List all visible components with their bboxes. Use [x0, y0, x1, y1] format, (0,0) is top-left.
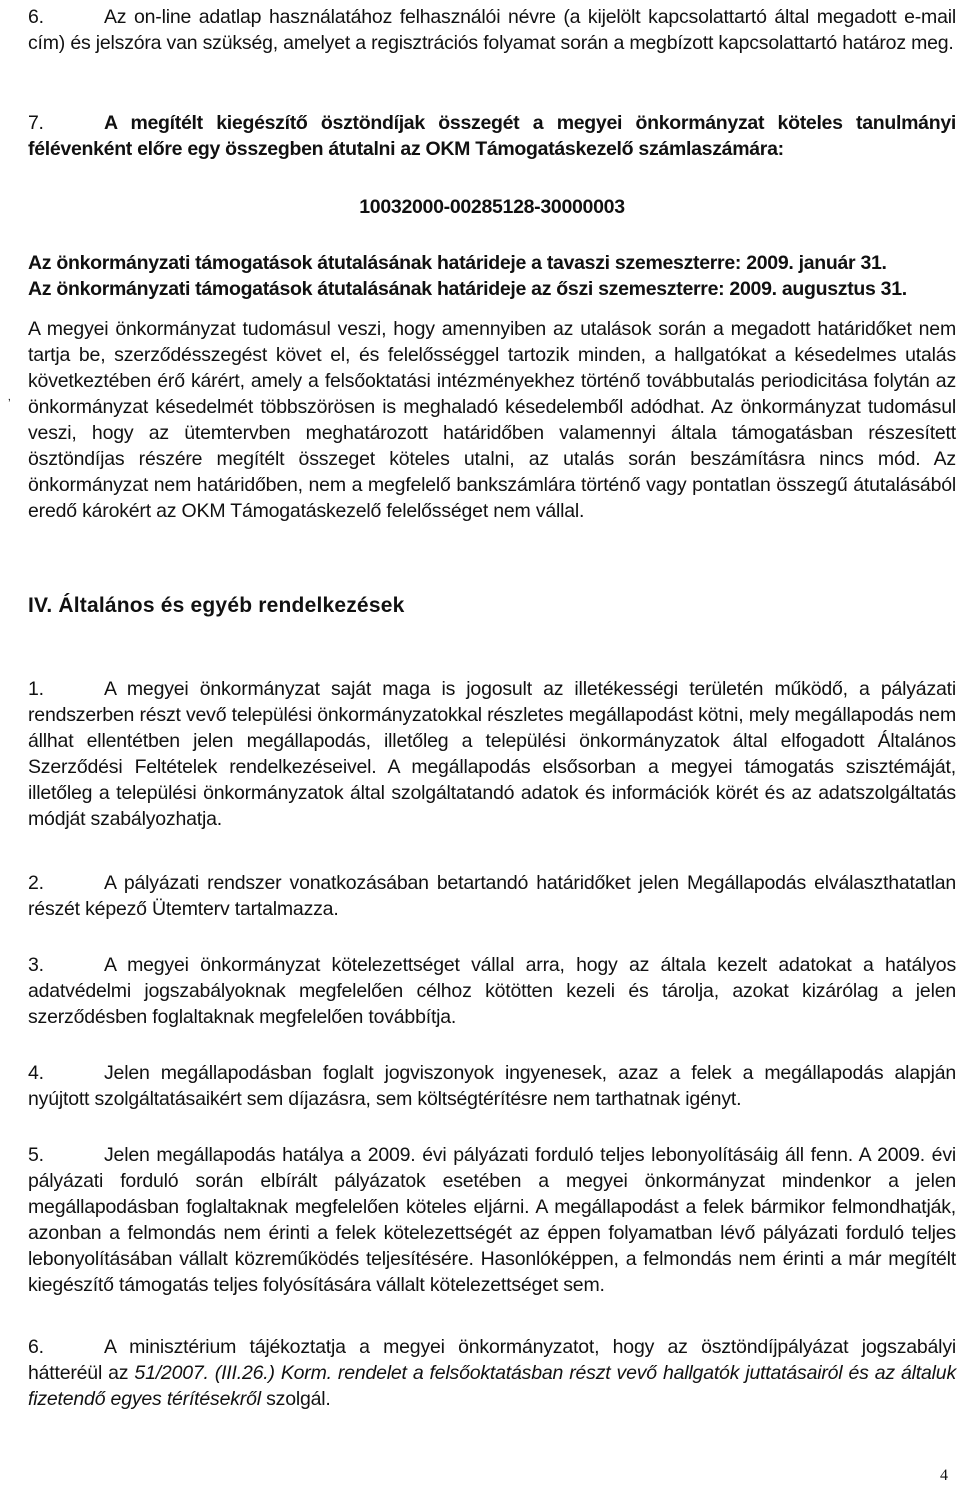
paragraph-text-end: szolgál.: [260, 1388, 331, 1410]
paragraph-number: 1.: [28, 678, 44, 700]
paragraph-number: 5.: [28, 1144, 44, 1166]
paragraph-7-body: A megyei önkormányzat tudomásul veszi, hogy amennyiben az utalások során a megadott határidőket nem tartja be, szerződésszegést követ el, és felelősséggel tartozik minden, a hallgatókat a késedelmes utalás következtében érő kárért, amely a felsőoktatási intézményekhez történő továbbutalás periodicitása folytán az önkormányzat késedelmét többszörösen is meghaladó késedelemből adódhat. Az önkormányzat tudomásul veszi, hogy az ütemtervben meghatározott határidőben valamennyi általa támogatásban részesített ösztöndíjas részére megítélt összeget köteles utalni, az utalás során beszámításra nincs mód. Az önkormányzat nem határidőben, nem a megfelelő bankszámlára történő vagy pontatlan összegű átutalásából eredő károkért az OKM Támogatáskezelő felelősséget nem vállal.: [28, 318, 956, 522]
paragraph-text: A megyei önkormányzat kötelezettséget vállal arra, hogy az általa kezelt adatokat a hatályos adatvédelmi jogszabályoknak megfelelően célhoz kötötten kezeli és tárolja, azokat kizárólag a jelen szerződésben foglaltaknak megfelelően továbbítja.: [28, 954, 956, 1028]
deadline-autumn: Az önkormányzati támogatások átutalásának határideje az őszi szemeszterre: 2009. augusztus 31.: [28, 278, 907, 300]
section-heading: IV. Általános és egyéb rendelkezések: [28, 594, 405, 617]
list-item-3: [28, 952, 956, 1030]
paragraph-number: 7.: [28, 112, 44, 134]
paragraph-text: A minisztérium tájékoztatja a megyei önkormányzatot, hogy az ösztöndíjpályázat jogszabályi hátteréül az: [28, 1336, 956, 1384]
paragraph-text: A pályázati rendszer vonatkozásában betartandó határidőket jelen Megállapodás elválaszthatatlan részét képező Ütemterv tartalmazza.: [28, 872, 956, 920]
list-item-2: [28, 870, 956, 922]
paragraph-text: Jelen megállapodásban foglalt jogviszonyok ingyenesek, azaz a felek a megállapodás alapján nyújtott szolgáltatásaikért sem díjazásra, sem költségtérítésre nem tarthatnak igényt.: [28, 1062, 956, 1110]
paragraph-number: 4.: [28, 1062, 44, 1084]
list-item-1: [28, 676, 956, 832]
paragraph-text: A megyei önkormányzat saját maga is jogosult az illetékességi területén működő, a pályázati rendszerben részt vevő települési önkormányzatokkal részletes megállapodást kötni, mely megállapodás nem állhat ellentétben jelen megállapodás, illetőleg a települési önkormányzatok által elfogadott Általános Szerződési Feltételek rendelkezéseivel. A megállapodás elsősorban a megyei támogatás szisztémáját, illetőleg a települési önkormányzatok által szolgáltatandó adatok és információk körét és az adatszolgáltatás módját szabályozhatja.: [28, 678, 956, 830]
paragraph-text: Jelen megállapodás hatálya a 2009. évi pályázati forduló teljes lebonyolításáig áll fenn. A 2009. évi pályázati forduló során elbírált pályázatok esetében a megyei önkormányzat mindenkor a jelen megállapodásban foglaltaknak megfelelően köteles eljárni. A megállapodást a felek bármikor felmondhatják, azonban a felmondás nem érinti a felek kötelezettségét az éppen folyamatban lévő pályázati forduló teljes lebonyolításában vállalt közreműködés teljesítésére. Hasonlóképpen, a felmondás nem érinti a már megítélt kiegészítő támogatás teljes folyósítására vállalt kötelezettséget sem.: [28, 1144, 956, 1296]
paragraph-number: 2.: [28, 872, 44, 894]
paragraph-6-online-form: [28, 4, 956, 56]
paragraph-number: 6.: [28, 6, 44, 28]
paragraph-7-transfer: [28, 110, 956, 162]
paragraph-text: A megítélt kiegészítő ösztöndíjak összegét a megyei önkormányzat köteles tanulmányi félévenként előre egy összegben átutalni az OKM Támogatáskezelő számlaszámára:: [28, 112, 956, 160]
paragraph-number: 3.: [28, 954, 44, 976]
paragraph-number: 6.: [28, 1336, 44, 1358]
paragraph-text: Az on-line adatlap használatához felhasználói névre (a kijelölt kapcsolattartó által megadott e-mail cím) és jelszóra van szükség, amelyet a regisztrációs folyamat során a megbízott kapcsolattartó határoz meg.: [28, 6, 956, 54]
stray-mark: ‚: [8, 389, 11, 403]
deadline-spring: Az önkormányzati támogatások átutalásának határideje a tavaszi szemeszterre: 2009. január 31.: [28, 252, 887, 274]
list-item-5: [28, 1142, 956, 1298]
page-number: 4: [940, 1467, 948, 1484]
law-reference: 51/2007. (III.26.) Korm. rendelet a felsőoktatásban részt vevő hallgatók juttatásairól és az általuk fizetendő egyes térítésekről: [28, 1362, 956, 1410]
list-item-4: [28, 1060, 956, 1112]
bank-account-number: 10032000-00285128-30000003: [359, 196, 625, 218]
list-item-6-legal-basis: [28, 1334, 956, 1412]
